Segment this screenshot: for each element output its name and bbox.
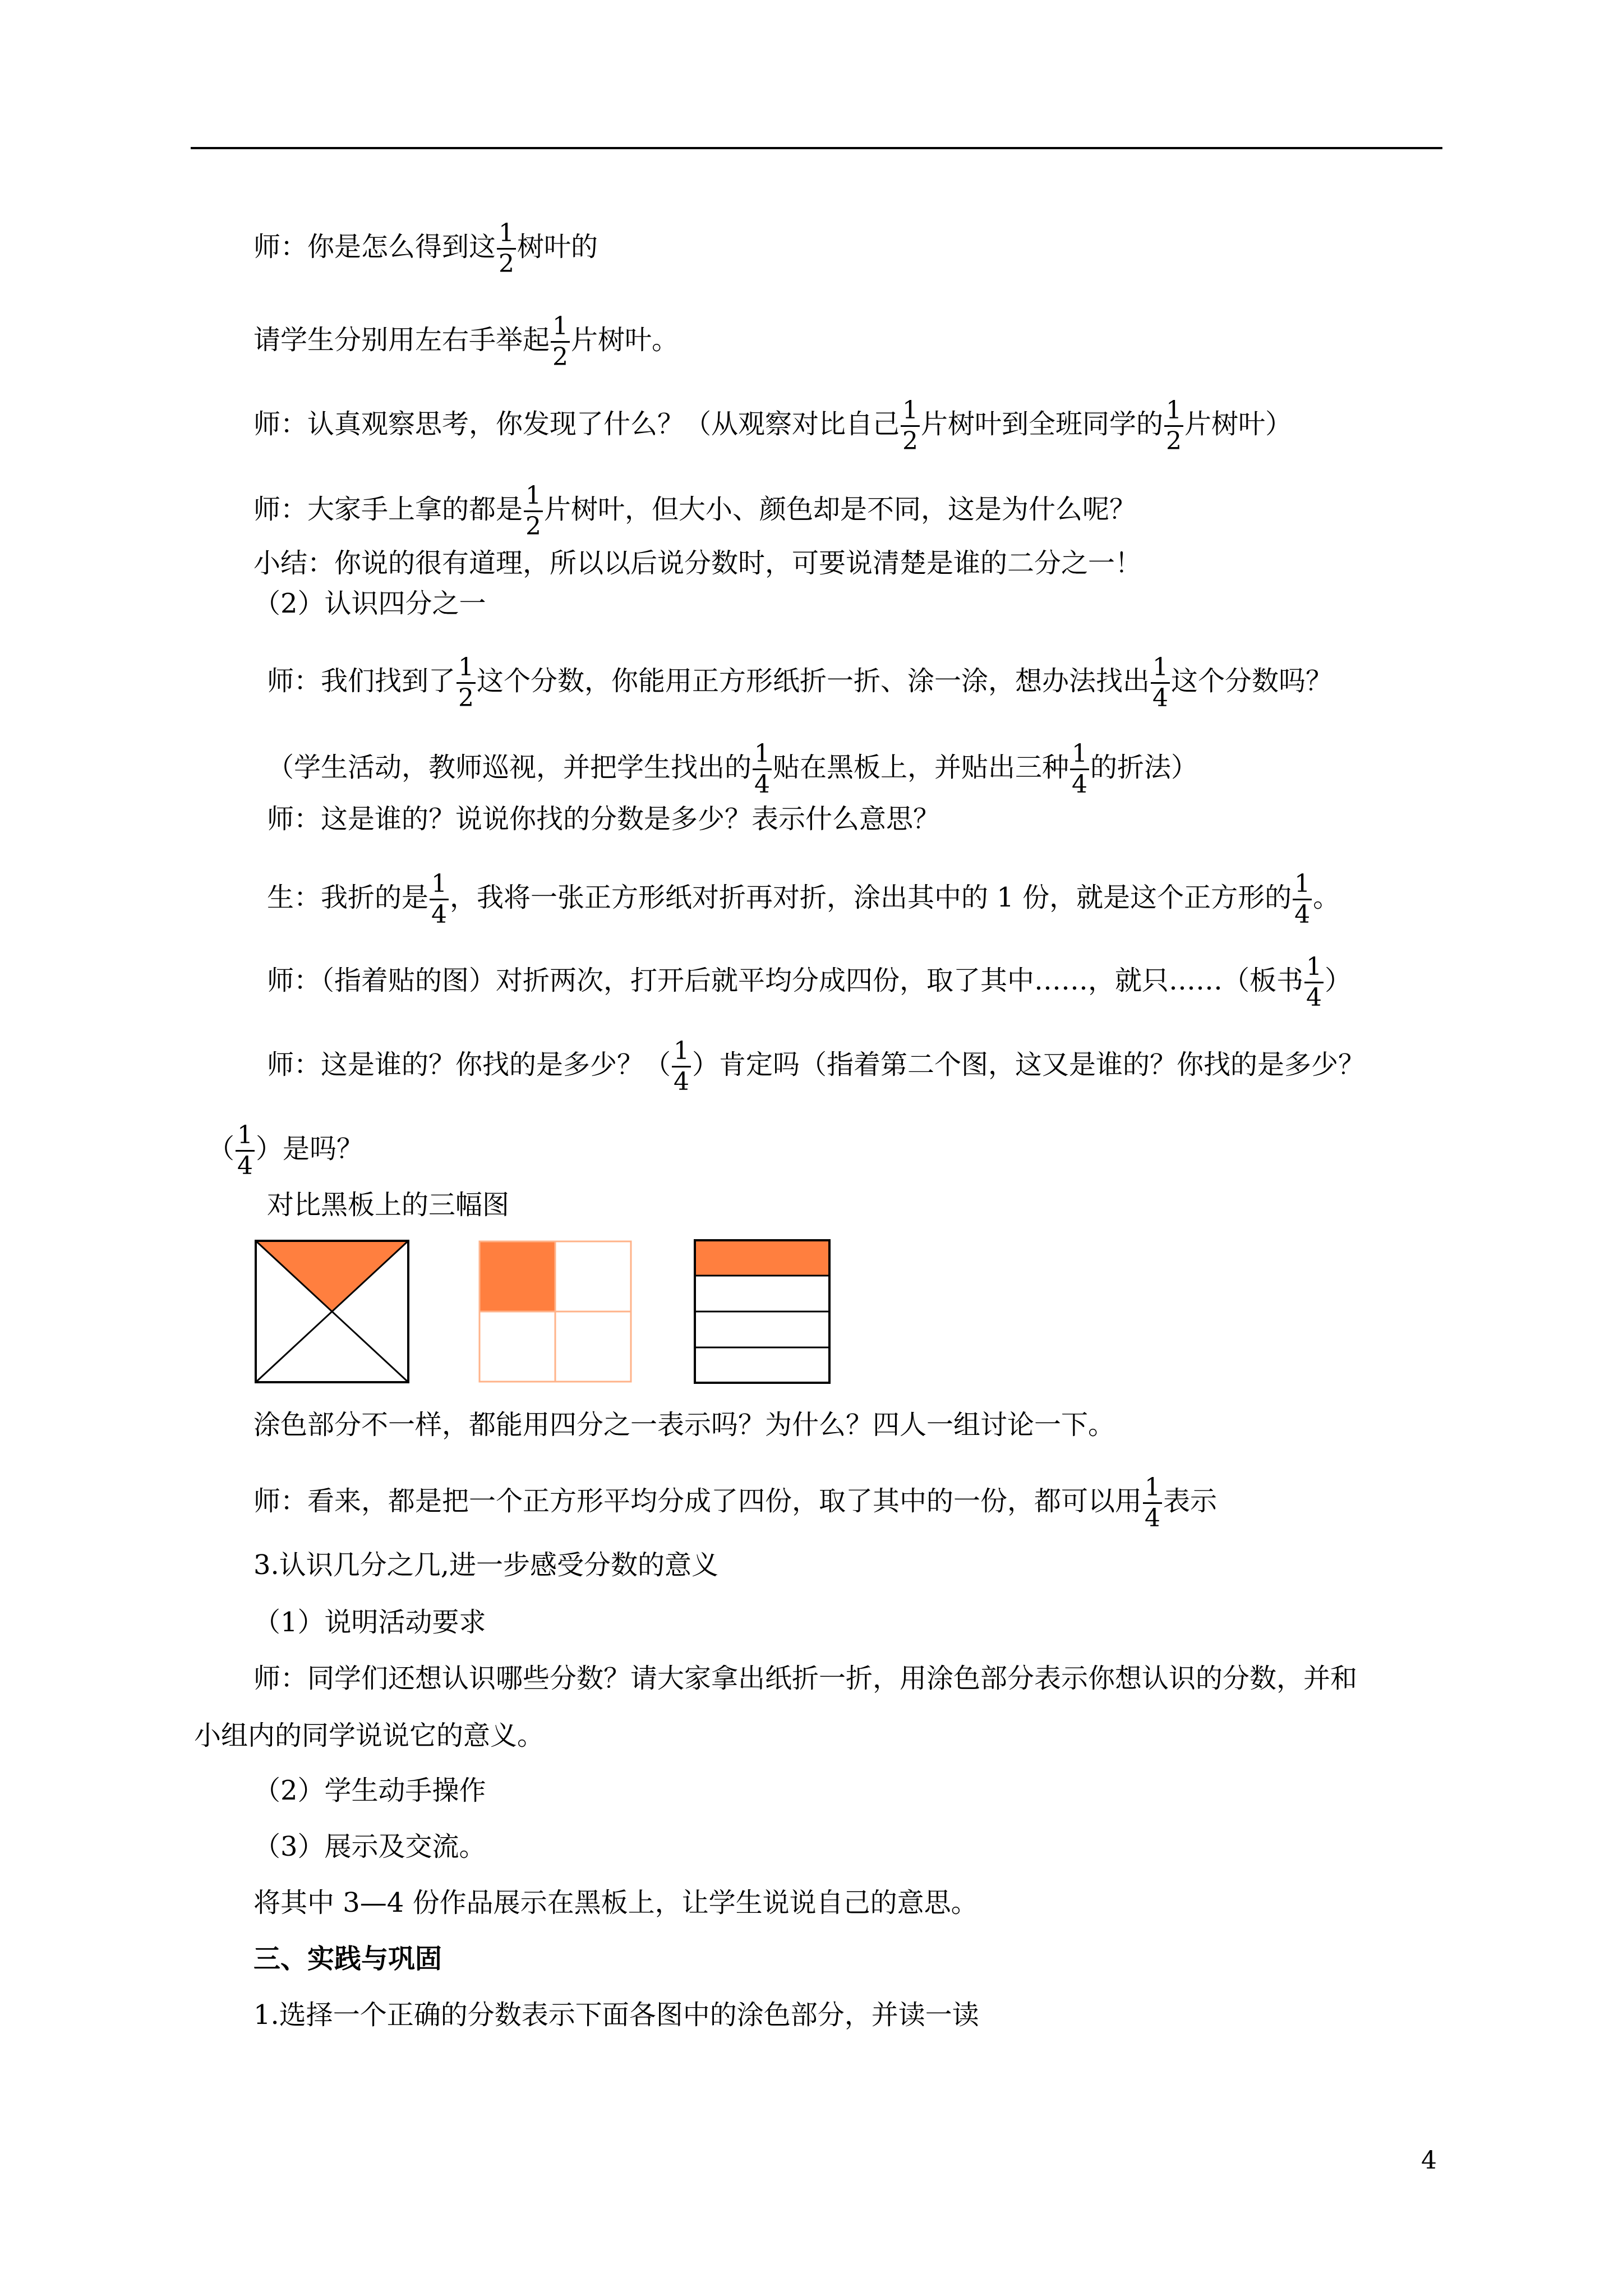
figure-grid-square: [478, 1240, 633, 1383]
para-9: 师：这是谁的？说说你找的分数是多少？表示什么意思？: [267, 803, 940, 835]
fraction-half: $\frac{1}{2}$: [457, 655, 476, 711]
shaded-quarter: [479, 1241, 555, 1312]
para-20: 小组内的同学说说它的意义。: [194, 1720, 545, 1751]
para-19: 师：同学们还想认识哪些分数？请大家拿出纸折一折，用涂色部分表示你想认识的分数，并和: [253, 1663, 1358, 1694]
fraction-quarter: $\frac{1}{4}$: [1070, 742, 1089, 797]
para-18: （1）说明活动要求: [253, 1607, 486, 1638]
fraction-half: $\frac{1}{2}$: [551, 314, 570, 370]
para-13: （ $\frac{1}{4}$ ）是吗？: [208, 1121, 364, 1180]
fraction-half: $\frac{1}{2}$: [497, 221, 516, 277]
para-3: 师：认真观察思考，你发现了什么？（从观察对比自己 $\frac{1}{2}$ 片树叶到全班同学的 $\frac{1}{2}$ 片树叶）: [253, 396, 1293, 455]
para-5: 小结：你说的很有道理，所以以后说分数时，可要说清楚是谁的二分之一！: [253, 547, 1142, 579]
fraction-quarter: $\frac{1}{4}$: [236, 1123, 255, 1179]
section-heading: 三、实践与巩固: [253, 1943, 442, 1975]
fraction-half: $\frac{1}{2}$: [901, 398, 920, 454]
page-number: 4: [1421, 2146, 1437, 2175]
fraction-quarter: $\frac{1}{4}$: [1293, 872, 1312, 927]
para-23: 将其中 3—4 份作品展示在黑板上，让学生说说自己的意思。: [253, 1887, 978, 1918]
fraction-quarter: $\frac{1}{4}$: [753, 742, 772, 797]
fraction-quarter: $\frac{1}{4}$: [430, 872, 449, 927]
para-21: （2）学生动手操作: [253, 1775, 486, 1806]
para-25: 1.选择一个正确的分数表示下面各图中的涂色部分，并读一读: [253, 1999, 979, 2031]
shaded-quarter: [256, 1241, 408, 1312]
figure-diagonal-square: [253, 1239, 411, 1384]
para-4: 师：大家手上拿的都是 $\frac{1}{2}$ 片树叶，但大小、颜色却是不同，这是为什么呢？: [253, 481, 1137, 541]
para-12: 师：这是谁的？你找的是多少？（ $\frac{1}{4}$ ）肯定吗（指着第二个图，这又是谁的？你找的是多少？: [267, 1037, 1366, 1096]
para-17: 3.认识几分之几,进一步感受分数的意义: [253, 1549, 719, 1581]
para-6: （2）认识四分之一: [253, 588, 486, 619]
para-1: 师：你是怎么得到这 $\frac{1}{2}$ 树叶的: [253, 219, 598, 278]
para-10: 生：我折的是 $\frac{1}{4}$ ，我将一张正方形纸对折再对折，涂出其中的 1 份，就是这个正方形的 $\frac{1}{4}$ 。: [267, 869, 1340, 929]
fraction-half: $\frac{1}{2}$: [524, 484, 543, 539]
fraction-half: $\frac{1}{2}$: [1164, 398, 1183, 454]
shaded-quarter: [695, 1240, 829, 1276]
fraction-quarter: $\frac{1}{4}$: [1151, 655, 1170, 711]
fraction-quarter: $\frac{1}{4}$: [672, 1039, 691, 1094]
figure-strip-square: [693, 1239, 831, 1384]
fraction-quarter: $\frac{1}{4}$: [1143, 1475, 1162, 1531]
para-7: 师：我们找到了 $\frac{1}{2}$ 这个分数，你能用正方形纸折一折、涂一涂，想办法找出 $\frac{1}{4}$ 这个分数吗？: [267, 653, 1333, 712]
para-16: 师：看来，都是把一个正方形平均分成了四份，取了其中的一份，都可以用 $\frac{1}{4}$ 表示: [253, 1473, 1218, 1533]
para-11: 师：（指着贴的图）对折两次，打开后就平均分成四份，取了其中……，就只……（板书 $\frac{1}{4}$ ）: [267, 953, 1352, 1012]
para-15: 涂色部分不一样，都能用四分之一表示吗？为什么？四人一组讨论一下。: [253, 1409, 1115, 1441]
para-22: （3）展示及交流。: [253, 1831, 486, 1862]
fraction-quarter: $\frac{1}{4}$: [1304, 955, 1324, 1010]
para-14: 对比黑板上的三幅图: [267, 1189, 510, 1221]
header-rule: [191, 147, 1442, 149]
para-2: 请学生分别用左右手举起 $\frac{1}{2}$ 片树叶。: [253, 312, 679, 371]
para-8: （学生活动，教师巡视，并把学生找出的 $\frac{1}{4}$ 贴在黑板上，并贴出三种 $\frac{1}{4}$ 的折法）: [267, 739, 1198, 799]
